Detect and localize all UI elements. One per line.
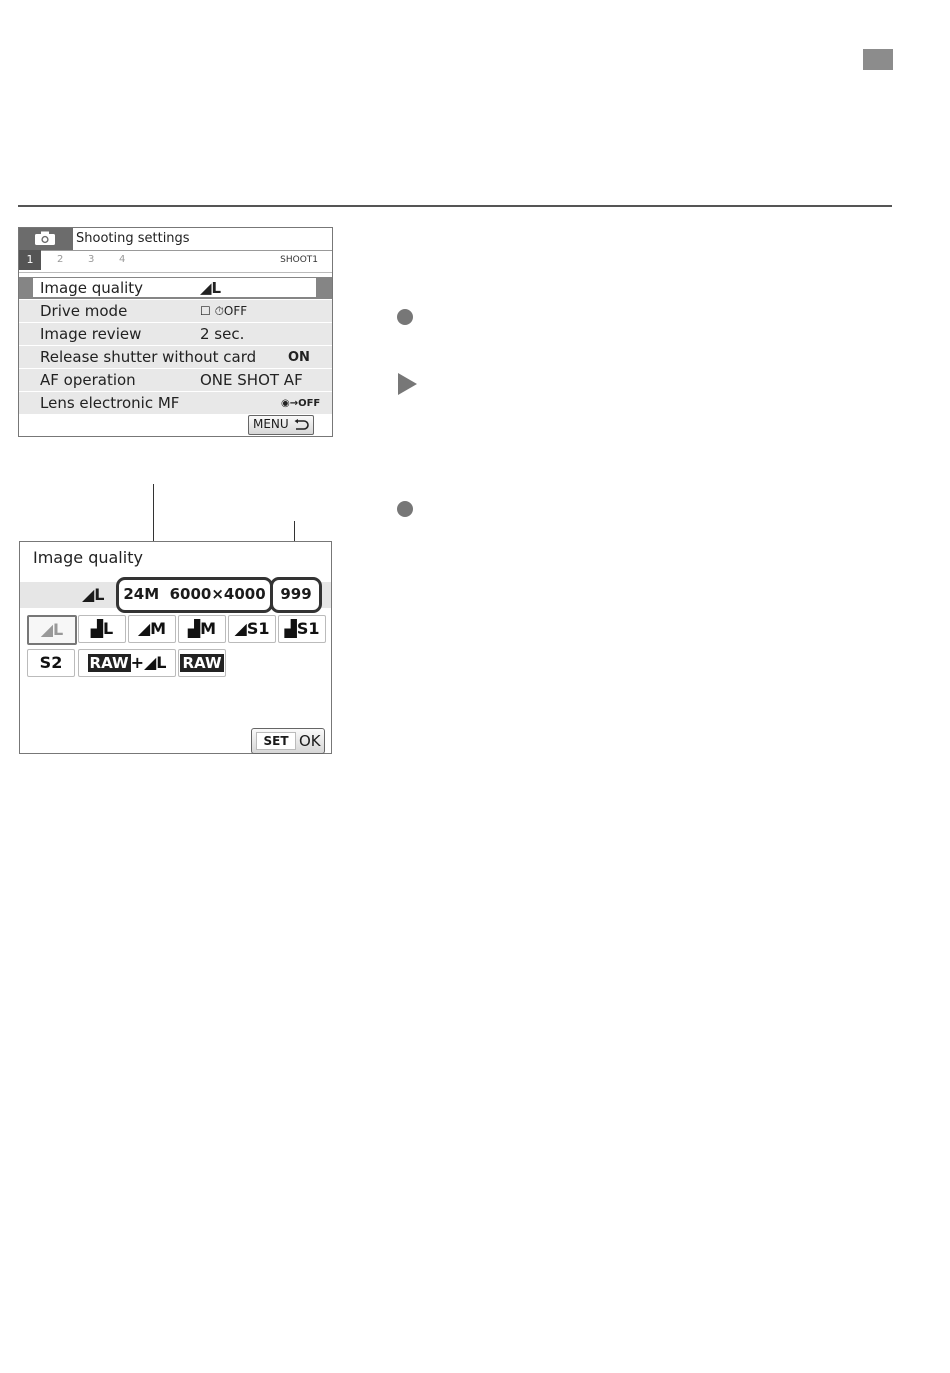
quality-option-large-fine[interactable]: ◢L [27,615,77,645]
quality-option-raw[interactable] [178,649,226,677]
raw-badge: RAW [89,654,129,672]
header-rule [18,205,892,207]
menu-item-label: Lens electronic MF [40,394,180,412]
page-tab-1[interactable]: 1 [19,250,41,270]
raw-plus-label: +◢L [130,653,167,672]
return-arrow-icon [293,419,309,431]
image-quality-screen [19,541,332,754]
ok-label: OK [299,732,321,750]
quality-option-large-normal[interactable]: ▟L [78,615,126,643]
menu-item-value: ◢L [200,279,222,297]
bullet-dot-icon [397,501,413,517]
shooting-menu-screen [18,227,333,437]
menu-button-label: MENU [253,417,289,431]
image-quality-info-bar [20,582,331,608]
menu-item-image-review[interactable] [19,323,332,345]
menu-item-label: Release shutter without card [40,348,257,366]
menu-item-value: ◉→OFF [281,398,321,409]
menu-item-lens-electronic-mf[interactable] [19,392,332,414]
bullet-dot-icon [397,309,413,325]
menu-item-label: Image quality [40,279,144,297]
menu-item-value: ONE SHOT AF [200,371,303,389]
menu-page-tabs [19,250,332,273]
menu-back-button[interactable] [248,415,314,435]
quality-option-raw-plus-large[interactable] [78,649,176,677]
camera-tab[interactable] [19,228,73,250]
quality-option-medium-fine[interactable]: ◢M [128,615,176,643]
quality-option-small1-fine[interactable]: ◢S1 [228,615,276,643]
arrow-step-icon [398,373,417,395]
menu-item-label: Image review [40,325,142,343]
image-quality-title: Image quality [33,548,143,567]
quality-option-s2[interactable]: S2 [27,649,75,677]
quality-option-medium-normal[interactable]: ▟M [178,615,226,643]
menu-item-value: ☐ ⏱OFF [200,304,248,318]
quality-option-small1-normal[interactable]: ▟S1 [278,615,326,643]
shots-callout-box [270,577,322,613]
pixel-dimensions: 6000×4000 [169,585,266,603]
menu-item-af-operation[interactable] [19,369,332,391]
menu-item-release-shutter[interactable] [19,346,332,368]
raw-badge: RAW [182,654,222,672]
page-tab-4[interactable]: 4 [119,254,126,265]
megapixels: 24M [123,585,160,603]
set-ok-button[interactable] [251,728,325,754]
possible-shots: 999 [280,585,312,603]
menu-item-value: ON [288,350,310,365]
menu-item-value: 2 sec. [200,325,245,343]
page-tab-2[interactable]: 2 [57,254,64,265]
menu-header [19,228,332,251]
section-tab-marker [863,49,893,70]
menu-title: Shooting settings [76,231,190,246]
camera-icon [34,231,56,246]
set-key: SET [256,732,296,750]
menu-item-drive-mode[interactable] [19,300,332,322]
menu-item-label: AF operation [40,371,136,389]
tab-group-label: SHOOT1 [280,255,318,265]
resolution-callout-box [116,577,273,613]
page-tab-3[interactable]: 3 [88,254,95,265]
menu-item-label: Drive mode [40,302,128,320]
menu-item-image-quality[interactable] [19,277,332,299]
current-quality: ◢L [82,585,105,604]
